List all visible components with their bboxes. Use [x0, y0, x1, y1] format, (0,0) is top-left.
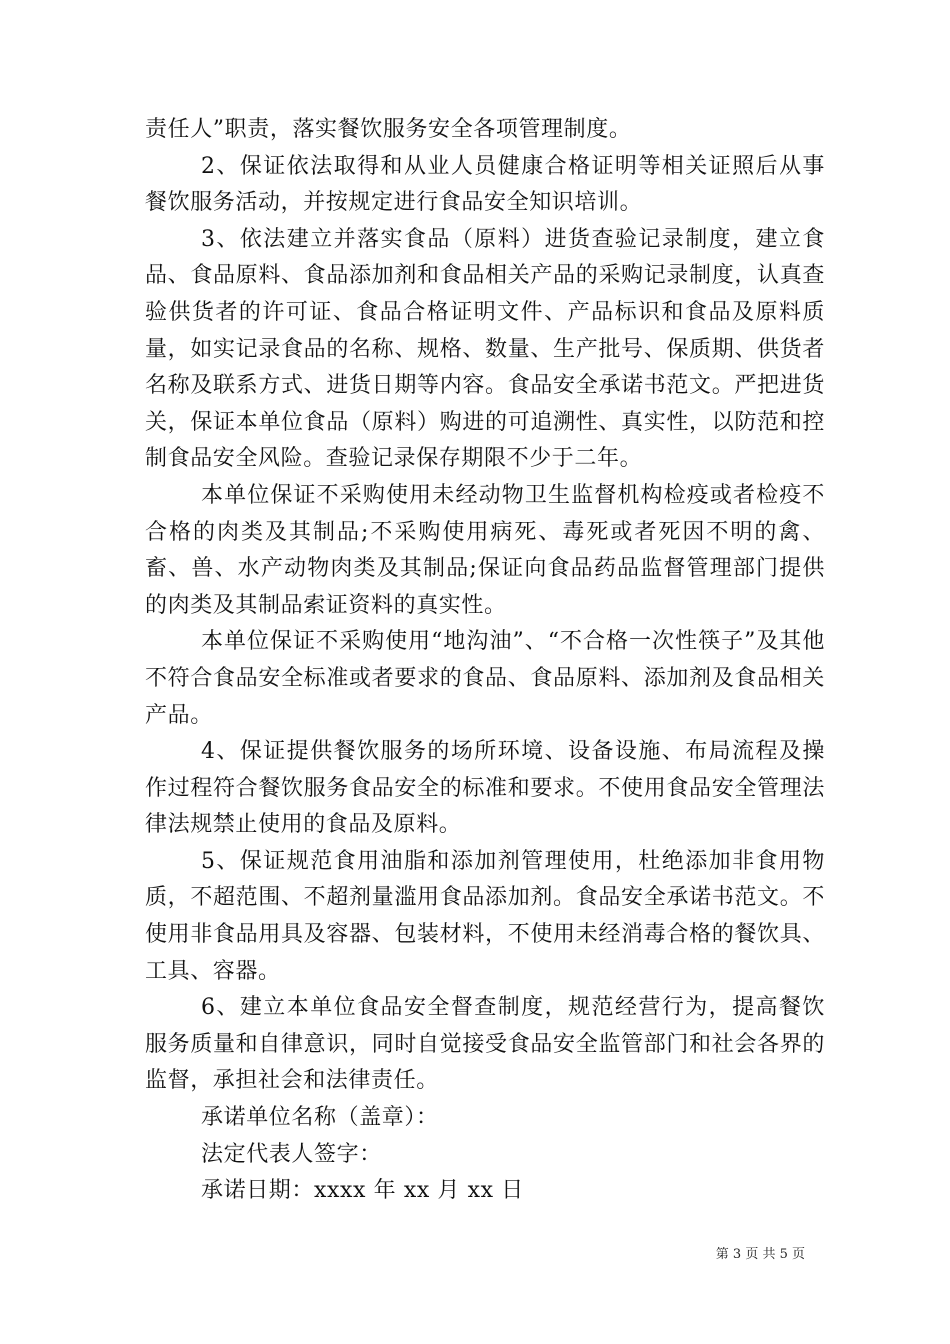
signature-date: 承诺日期：xxxx 年 xx 月 xx 日: [201, 1178, 524, 1204]
paragraph-item-2: 2、保证依法取得和从业人员健康合格证明等相关证照后从事餐饮服务活动，并按规定进行食品安全知识培训。: [145, 153, 825, 216]
paragraph-meat-products: 本单位保证不采购使用未经动物卫生监督机构检疫或者检疫不合格的肉类及其制品;不采购使用病死、毒死或者死因不明的禽、畜、兽、水产动物肉类及其制品;保证向食品药品监督管理部门提供的肉类及其制品索证资料的真实性。: [145, 482, 825, 618]
paragraph-item-4: 4、保证提供餐饮服务的场所环境、设备设施、布局流程及操作过程符合餐饮服务食品安全的标准和要求。不使用食品安全管理法律法规禁止使用的食品及原料。: [145, 739, 825, 838]
paragraph-continuation: 责任人”职责，落实餐饮服务安全各项管理制度。: [145, 117, 632, 142]
signature-unit-name: 承诺单位名称（盖章）：: [201, 1105, 439, 1131]
paragraph-item-6: 6、建立本单位食品安全督查制度，规范经营行为，提高餐饮服务质量和自律意识，同时自觉接受食品安全监管部门和社会各界的监督，承担社会和法律责任。: [145, 995, 825, 1094]
paragraph-item-3: 3、依法建立并落实食品（原料）进货查验记录制度，建立食品、食品原料、食品添加剂和食品相关产品的采购记录制度，认真查验供货者的许可证、食品合格证明文件、产品标识和食品及原料质量，如实记录食品的名称、规格、数量、生产批号、保质期、供货者名称及联系方式、进货日期等内容。食品安全承诺书范文。严把进货关，保证本单位食品（原料）购进的可追溯性、真实性，以防范和控制食品安全风险。查验记录保存期限不少于二年。: [145, 226, 825, 472]
page-number-footer: 第 3 页 共 5 页: [715, 1247, 805, 1262]
signature-representative: 法定代表人签字：: [201, 1141, 382, 1167]
paragraph-gutter-oil: 本单位保证不采购使用“地沟油”、“不合格一次性筷子”及其他不符合食品安全标准或者要求的食品、食品原料、添加剂及食品相关产品。: [145, 629, 825, 728]
paragraph-item-5: 5、保证规范食用油脂和添加剂管理使用，杜绝添加非食用物质，不超范围、不超剂量滥用食品添加剂。食品安全承诺书范文。不使用非食品用具及容器、包装材料，不使用未经消毒合格的餐饮具、工具、容器。: [145, 848, 825, 984]
document-body: [145, 112, 825, 1210]
